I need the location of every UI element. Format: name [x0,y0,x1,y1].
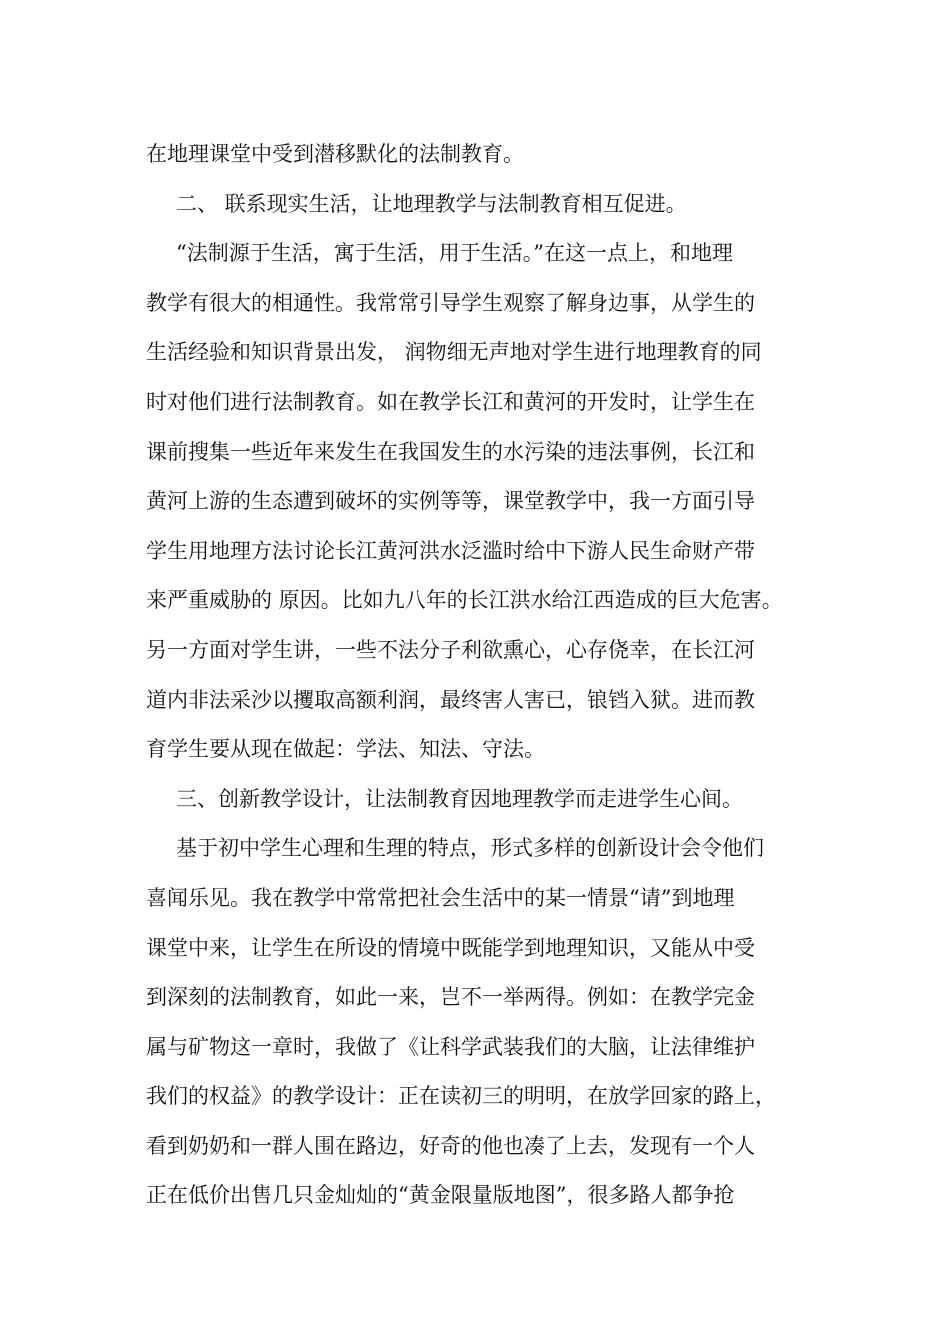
text-line: 正在低价出售几只金灿灿的“黄金限量版地图”，很多路人都争抢 [146,1183,735,1208]
text-line: 二、 联系现实生活，让地理教学与法制教育相互促进。 [176,191,687,216]
text-line: 黄河上游的生态遭到破坏的实例等等，课堂教学中，我一方面引导 [146,489,755,514]
document-body [146,130,806,1221]
text-line: 在地理课堂中受到潜移默化的法制教育。 [146,142,524,166]
text-line: 到深刻的法制教育，如此一来，岂不一举两得。例如：在教学完金 [146,985,755,1010]
text-line: 三、创新教学设计，让法制教育因地理教学而走进学生心间。 [176,786,743,811]
text-line: 学生用地理方法讨论长江黄河洪水泛滥时给中下游人民生命财产带 [146,538,755,563]
text-line: 另一方面对学生讲，一些不法分子利欲熏心，心存侥幸，在长江河 [146,637,755,662]
text-line: 基于初中学生心理和生理的特点，形式多样的创新设计会令他们 [176,836,764,861]
text-line: 生活经验和知识背景出发， 润物细无声地对学生进行地理教育的同 [146,340,762,365]
text-line: 道内非法采沙以攫取高额利润，最终害人害已，锒铛入狱。进而教 [146,687,755,712]
text-line: 来严重威胁的 原因。比如九八年的长江洪水给江西造成的巨大危害。 [146,588,783,613]
text-line: 课堂中来，让学生在所设的情境中既能学到地理知识，又能从中受 [146,935,755,960]
text-line: 看到奶奶和一群人围在路边，好奇的他也凑了上去，发现有一个人 [146,1133,755,1158]
text-line: 喜闻乐见。我在教学中常常把社会生活中的某一情景“请”到地理 [146,885,735,910]
text-line: 我们的权益》的教学设计：正在读初三的明明，在放学回家的路上， [146,1084,776,1109]
text-line: “法制源于生活，寓于生活，用于生活。”在这一点上，和地理 [176,241,733,266]
text-line: 教学有很大的相通性。我常常引导学生观察了解身边事，从学生的 [146,290,755,315]
text-line: 课前搜集一些近年来发生在我国发生的水污染的违法事例，长江和 [146,439,755,464]
text-line: 育学生要从现在做起：学法、知法、守法。 [146,737,545,762]
text-line: 属与矿物这一章时，我做了《让科学武装我们的大脑，让法律维护 [146,1034,755,1059]
text-line: 时对他们进行法制教育。如在教学长江和黄河的开发时，让学生在 [146,389,755,414]
